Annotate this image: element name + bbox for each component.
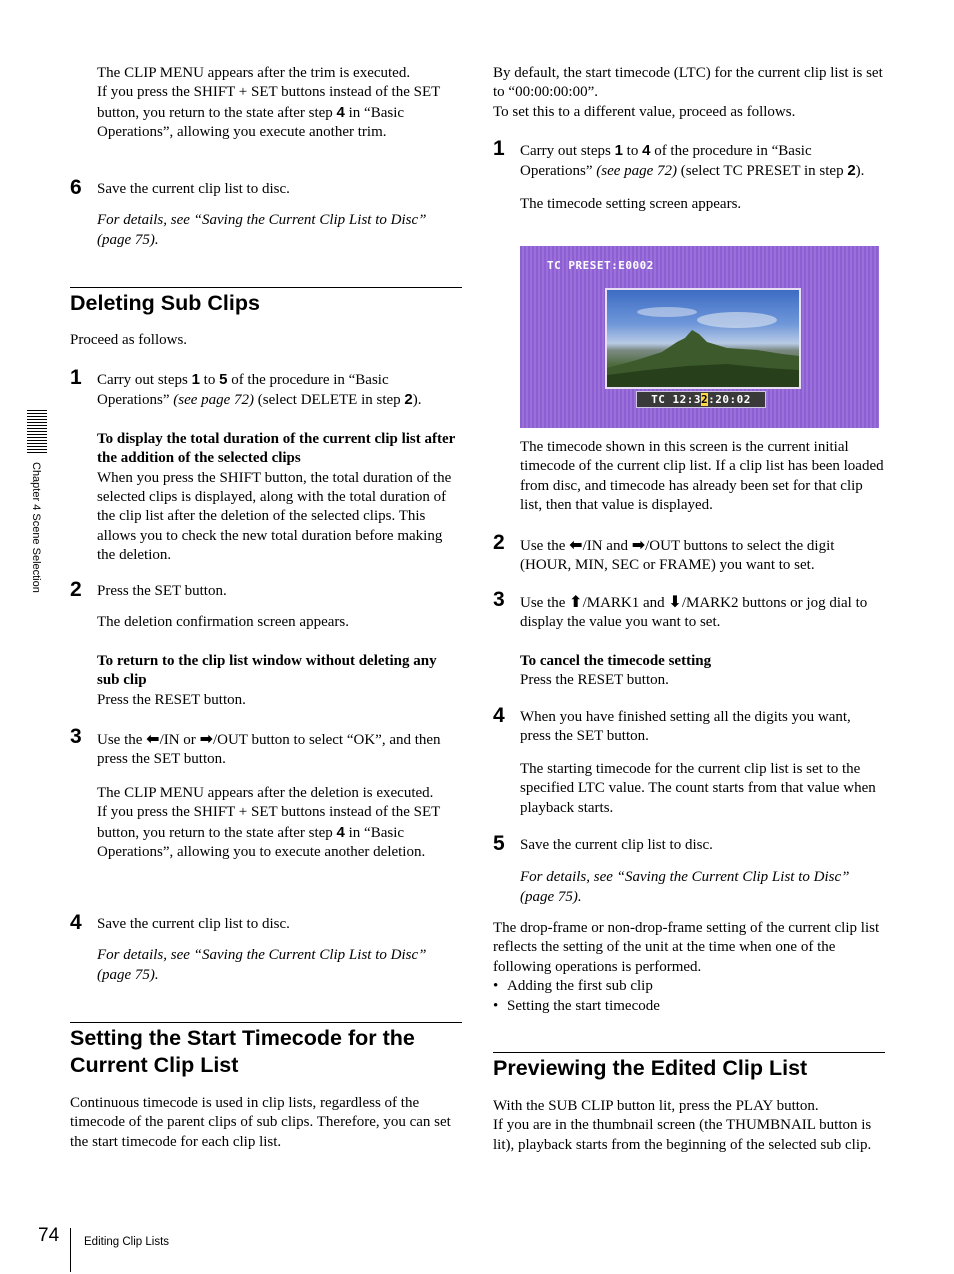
dropframe-bullets [493,977,885,1016]
subheading-return: To return to the clip list window without deleting any sub clip [97,652,437,689]
up-arrow-icon: ⬆ [569,592,583,611]
step-note: The timecode setting screen appears. [520,195,742,212]
step-number: 1 [493,137,505,160]
subheading-cancel: To cancel the timecode setting [520,652,712,669]
cross-reference: For details, see “Saving the Current Clip List to Disc” (page 75). [520,869,850,905]
timecode-readout: TC 12:32:20:02 [636,391,766,408]
section-heading-previewing: Previewing the Edited Clip List [493,1052,885,1082]
step-text: Save the current clip list to disc. [520,837,713,853]
deleting-step-2 [70,579,462,710]
previewing-paragraph-2: If you are in the thumbnail screen (the THUMBNAIL button is lit), playback starts from the beginning of the selected sub clip. [493,1117,872,1153]
step-number: 3 [70,725,82,748]
deleting-intro: Proceed as follows. [70,332,188,348]
step-text: Save the current clip list to disc. [97,181,290,197]
previewing-body [493,1097,885,1155]
step-note: The deletion confirmation screen appears. [97,614,349,631]
cross-reference: For details, see “Saving the Current Clip List to Disc” (page 75). [97,947,427,983]
dropframe-text: The drop-frame or non-drop-frame setting of the current clip list reflects the setting of the unit at the time when one of the following operations is performed. [493,920,880,975]
intro-paragraph-2: To set this to a different value, proceed as follows. [493,103,796,120]
timecode-step-1 [493,138,885,214]
step-number: 2 [70,578,82,601]
screen-title: TC PRESET:E0002 [547,259,654,272]
step-6 [70,177,462,250]
intro-paragraph-1: The CLIP MENU appears after the trim is executed. [97,65,411,81]
deleting-step-4 [70,912,462,985]
step-number: 4 [493,704,505,727]
section-heading-deleting: Deleting Sub Clips [70,287,462,317]
cross-reference: For details, see “Saving the Current Clip List to Disc” (page 75). [97,212,427,248]
step-note-2: If you press the SHIFT + SET buttons instead of the SET button, you return to the state after step 4 in “Basic Operations”, allowing you to execute another deletion. [97,804,441,861]
return-body: Press the RESET button. [97,691,246,708]
setting-body: Continuous timecode is used in clip lists, regardless of the timecode of the parent clips of sub clips. Therefore, you can set the start timecode for each clip list. [70,1095,451,1150]
section-heading-setting: Setting the Start Timecode for the Current Clip List [70,1022,462,1079]
step-text: When you have finished setting all the digits you want, press the SET button. [520,709,851,745]
deleting-step-1 [70,367,462,566]
list-item: • Adding the first sub clip [493,977,885,996]
step-number: 4 [70,911,82,934]
timecode-step-2 [493,532,885,576]
step-text: Save the current clip list to disc. [97,916,290,932]
step-number: 2 [493,531,505,554]
step-text: Use the ⬅/IN and ➡/OUT buttons to select the digit (HOUR, MIN, SEC or FRAME) you want to set. [520,535,835,574]
step-text: Carry out steps 1 to 5 of the procedure in “Basic Operations” (see page 72) (select DELETE in step 2). [97,371,422,409]
screen-caption: The timecode shown in this screen is the current initial timecode of the current clip list. If a clip list has been loaded from disc, and timecode has already been set for that clip list, then that value is displayed. [520,439,884,514]
cancel-body: Press the RESET button. [520,672,669,689]
step-text: Press the SET button. [97,583,227,599]
step-text: Use the ⬆/MARK1 and ⬇/MARK2 buttons or jog dial to display the value you want to set. [520,592,868,631]
timecode-step-4 [493,705,885,818]
down-arrow-icon: ⬇ [668,592,682,611]
intro-paragraph-2: If you press the SHIFT + SET buttons instead of the SET button, you return to the state after step 4 in “Basic Operations”, allowing you execute another trim. [97,84,441,141]
step-number: 5 [493,832,505,855]
tc-preset-screen-image [520,246,879,428]
step-text: Use the ⬅/IN or ➡/OUT button to select “OK”, and then press the SET button. [97,729,441,768]
step-note: The starting timecode for the current clip list is set to the specified LTC value. The count starts from that value when playback starts. [520,760,876,816]
page-number: 74 [38,1225,60,1246]
previewing-paragraph-1: With the SUB CLIP button lit, press the PLAY button. [493,1098,819,1114]
landscape-preview-image [605,288,801,389]
list-item: • Setting the start timecode [493,997,885,1016]
left-arrow-icon: ⬅ [569,535,583,554]
timecode-cursor-digit: 2 [700,393,709,406]
right-arrow-icon: ➡ [631,535,646,554]
footer-section-title: Editing Clip Lists [84,1236,170,1248]
step-number: 3 [493,588,505,611]
total-duration-body: When you press the SHIFT button, the total duration of the selected clips is displayed, along with the total duration of the clip list after the deletion of the selected clips. This allows you to check the new total duration before making the deletion. [97,469,452,564]
right-arrow-icon: ➡ [199,729,213,748]
left-arrow-icon: ⬅ [146,729,160,748]
timecode-step-3 [493,589,885,691]
chapter-tab-marker [27,410,47,454]
step-number: 1 [70,366,82,389]
step-text: Carry out steps 1 to 4 of the procedure in “Basic Operations” (see page 72) (select TC PRESET in step 2). [520,142,865,180]
step-note-1: The CLIP MENU appears after the deletion is executed. [97,784,434,801]
dropframe-note [493,919,885,1016]
trim-intro [70,64,462,143]
intro-paragraph-1: By default, the start timecode (LTC) for the current clip list is set to “00:00:00:00”. [493,65,883,101]
subheading-total-duration: To display the total duration of the current clip list after the addition of the selected clips [97,430,456,467]
chapter-label: Chapter 4 Scene Selection [30,462,42,593]
step-number: 6 [70,176,82,199]
timecode-intro [493,64,885,122]
deleting-step-3 [70,726,462,862]
footer-divider [70,1228,71,1272]
timecode-step-5 [493,833,885,907]
